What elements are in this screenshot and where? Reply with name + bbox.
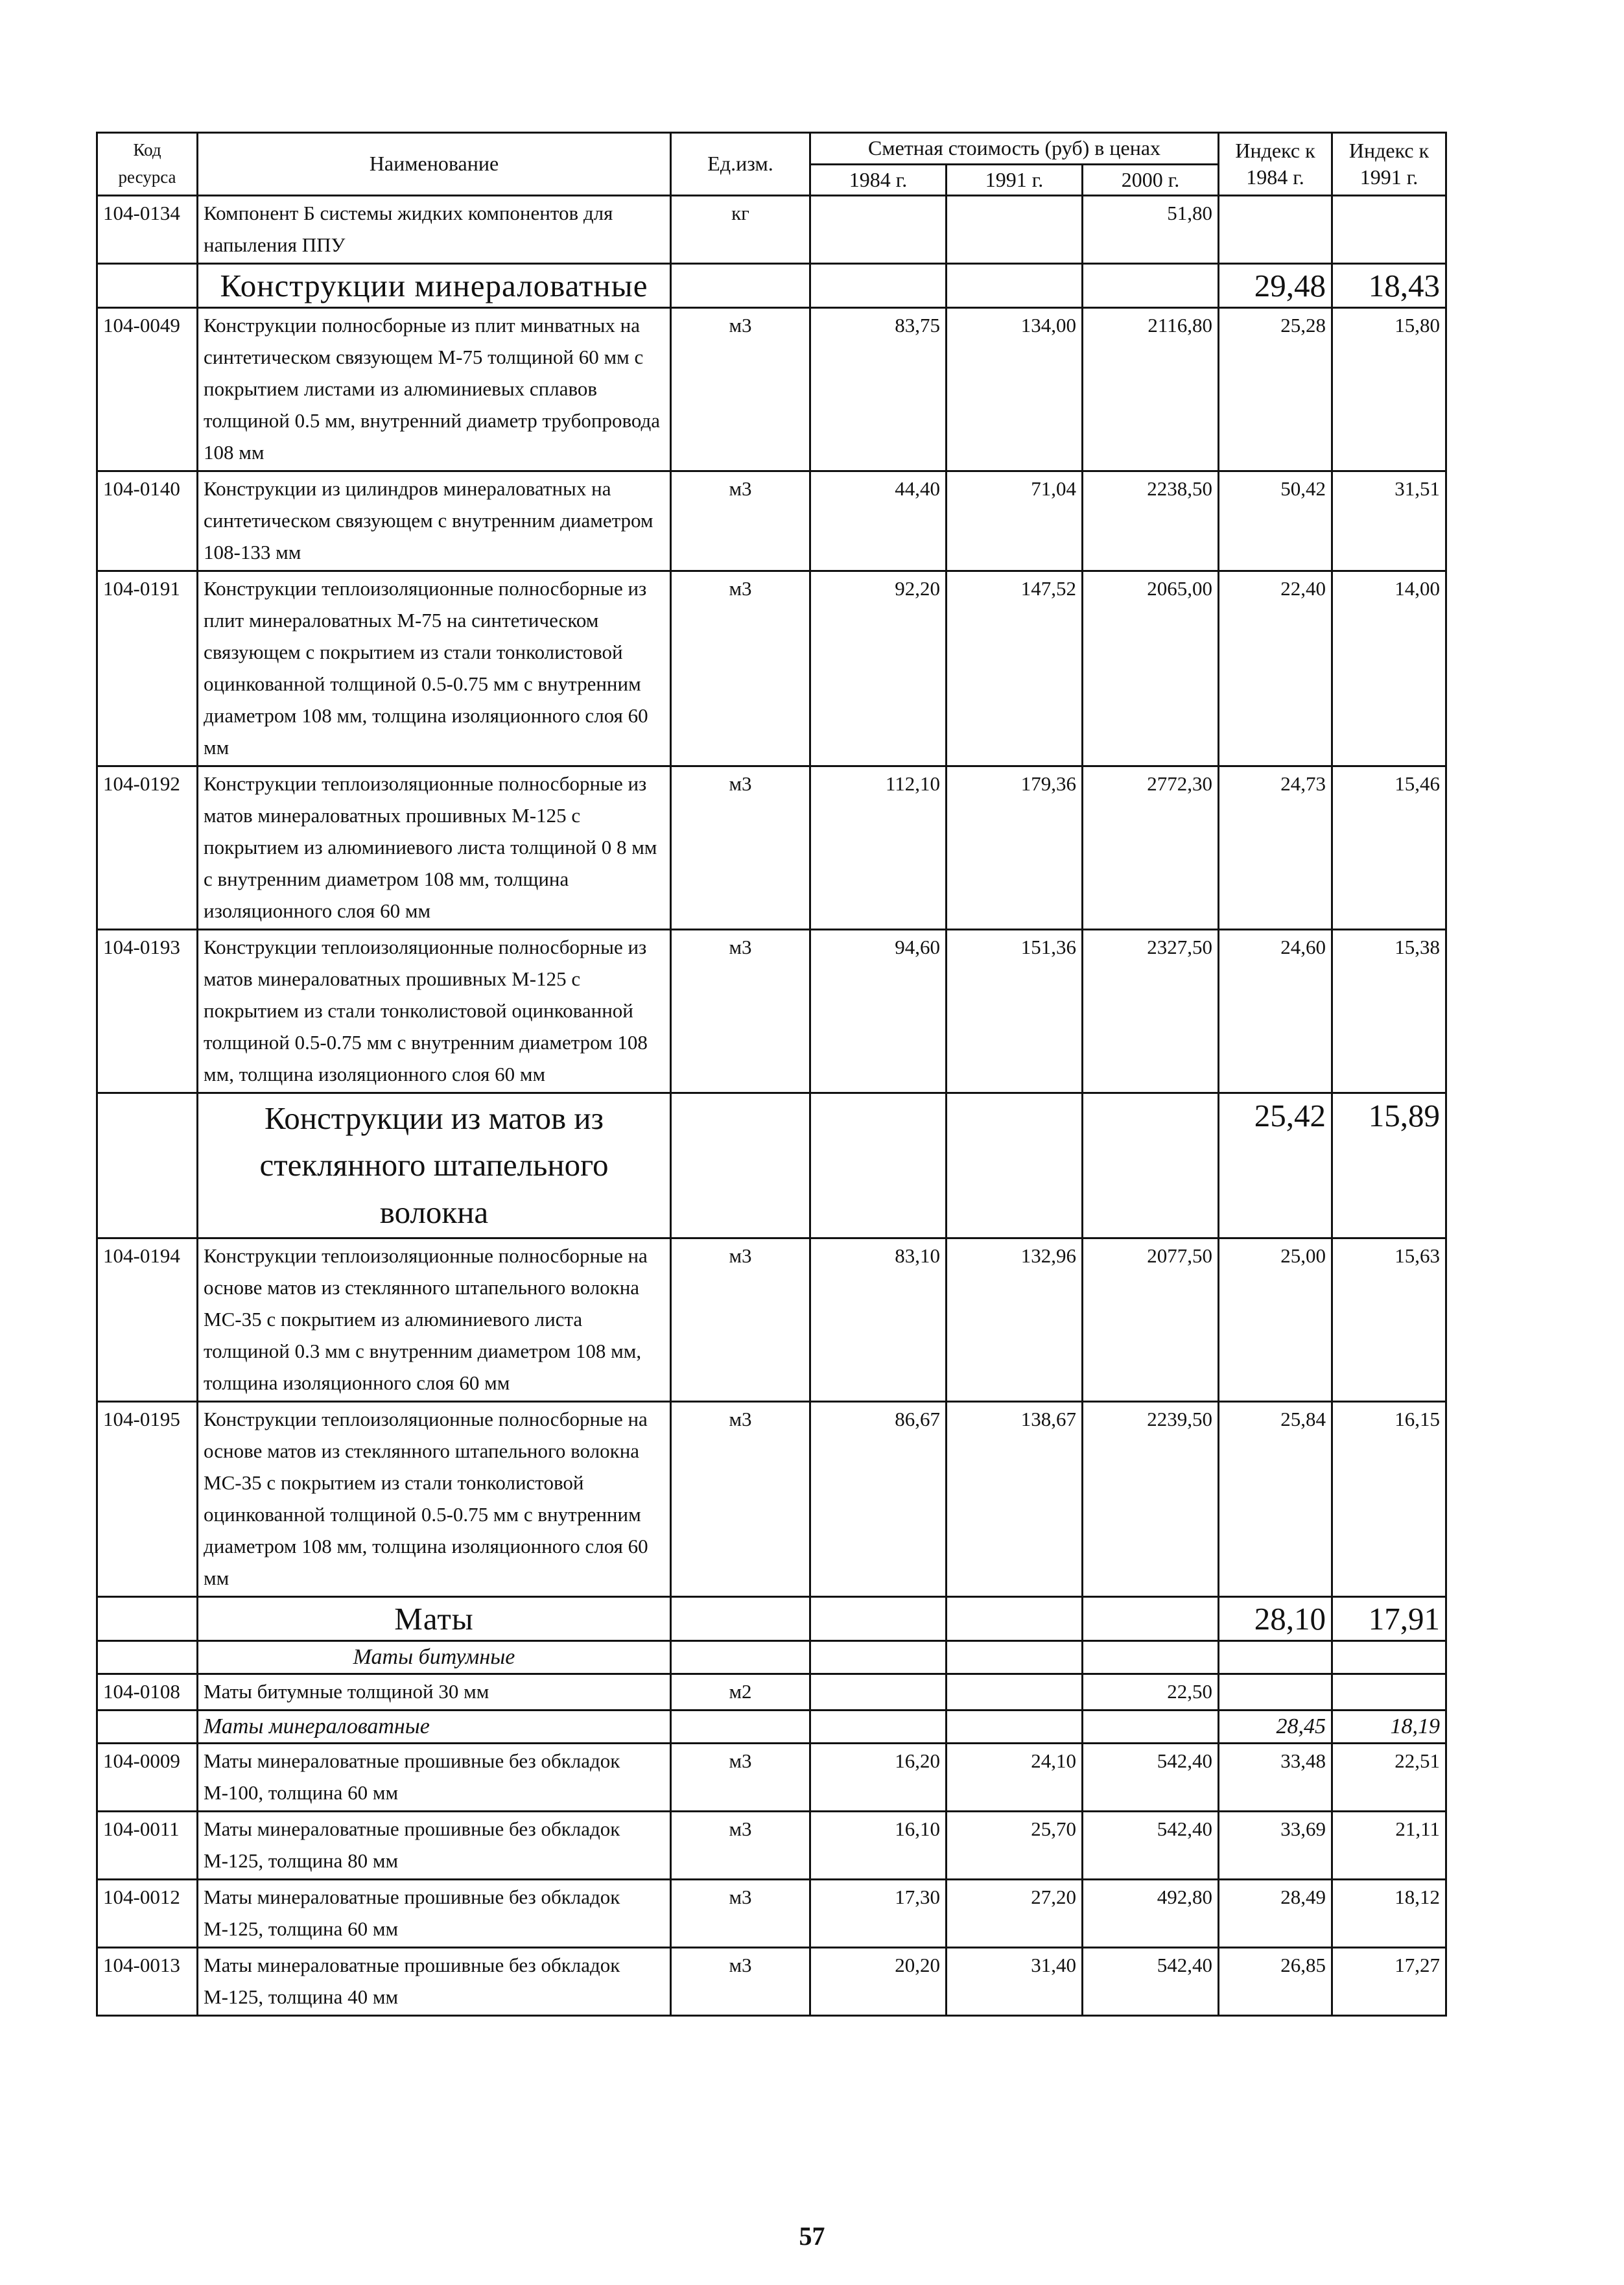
row-price-1984: 20,20 [810,1948,947,2016]
row-price-2000: 2065,00 [1083,571,1219,766]
row-price-1991: 24,10 [947,1744,1083,1812]
row-index-1984: 50,42 [1219,471,1332,571]
section-title: Конструкции минераловатные [198,264,671,308]
row-price-1984: 16,20 [810,1744,947,1812]
row-code: 104-0013 [97,1948,198,2016]
row-price-1991: 138,67 [947,1402,1083,1597]
row-price-1991: 147,52 [947,571,1083,766]
section-index-1991: 18,43 [1332,264,1446,308]
row-price-1984: 92,20 [810,571,947,766]
row-code: 104-0140 [97,471,198,571]
row-code: 104-0108 [97,1674,198,1711]
row-index-1984 [1219,196,1332,264]
row-price-1991 [947,1674,1083,1711]
row-index-1984: 28,49 [1219,1880,1332,1948]
row-unit: м3 [671,1402,810,1597]
row-price-1984 [810,1674,947,1711]
page-number: 57 [799,2221,825,2251]
row-code: 104-0009 [97,1744,198,1812]
row-price-1984: 112,10 [810,766,947,929]
row-index-1984: 26,85 [1219,1948,1332,2016]
row-price-2000: 492,80 [1083,1880,1219,1948]
row-index-1991: 31,51 [1332,471,1446,571]
row-code: 104-0194 [97,1238,198,1402]
row-price-2000: 51,80 [1083,196,1219,264]
row-unit: м3 [671,308,810,471]
row-name: Конструкции из цилиндров минераловатных на синтетическом связующем с внутренним диаметром 108-133 мм [198,471,671,571]
row-unit: м3 [671,471,810,571]
row-index-1984: 33,48 [1219,1744,1332,1812]
row-price-1991: 31,40 [947,1948,1083,2016]
row-code: 104-0192 [97,766,198,929]
row-price-1991 [947,196,1083,264]
header-index-1991: Индекс к 1991 г. [1332,133,1446,196]
table-row [97,1880,1446,1948]
row-price-1991: 27,20 [947,1880,1083,1948]
row-price-2000: 542,40 [1083,1948,1219,2016]
row-unit: м3 [671,1948,810,2016]
row-price-2000: 2772,30 [1083,766,1219,929]
row-price-2000: 2239,50 [1083,1402,1219,1597]
section-title: Маты [198,1596,671,1640]
row-unit: м3 [671,571,810,766]
row-price-1984 [810,196,947,264]
table-row [97,929,1446,1093]
section-index-1984: 28,10 [1219,1596,1332,1640]
row-price-2000: 542,40 [1083,1812,1219,1880]
row-index-1991: 17,27 [1332,1948,1446,2016]
row-price-2000: 542,40 [1083,1744,1219,1812]
table-row [97,571,1446,766]
row-code: 104-0193 [97,929,198,1093]
row-index-1991: 14,00 [1332,571,1446,766]
row-unit: м3 [671,1744,810,1812]
row-index-1984: 33,69 [1219,1812,1332,1880]
row-unit: м3 [671,766,810,929]
row-index-1991: 21,11 [1332,1812,1446,1880]
row-price-2000: 22,50 [1083,1674,1219,1711]
row-price-2000: 2077,50 [1083,1238,1219,1402]
table-row [97,766,1446,929]
table-row [97,308,1446,471]
row-index-1991: 15,63 [1332,1238,1446,1402]
row-index-1991: 15,46 [1332,766,1446,929]
row-code: 104-0134 [97,196,198,264]
row-price-1984: 83,75 [810,308,947,471]
row-name: Маты минераловатные прошивные без обкладок М-125, толщина 40 мм [198,1948,671,2016]
row-name: Маты минераловатные прошивные без обкладок М-125, толщина 80 мм [198,1812,671,1880]
table-row [97,1812,1446,1880]
header-cost-group: Сметная стоимость (руб) в ценах [810,133,1219,165]
header-year-2000: 2000 г. [1083,164,1219,196]
row-price-1984: 17,30 [810,1880,947,1948]
row-index-1984: 22,40 [1219,571,1332,766]
row-index-1984: 25,28 [1219,308,1332,471]
section-index-1991: 15,89 [1332,1093,1446,1238]
row-code: 104-0011 [97,1812,198,1880]
row-code: 104-0049 [97,308,198,471]
header-index-1984: Индекс к 1984 г. [1219,133,1332,196]
row-name: Конструкции теплоизоляционные полносборные на основе матов из стеклянного штапельного волокна МС-35 с покрытием из алюминиевого листа толщиной 0.3 мм с внутренним диаметром 108 мм, толщина изоляционного слоя 60 мм [198,1238,671,1402]
row-index-1984: 25,00 [1219,1238,1332,1402]
subsection-row [97,1711,1446,1744]
section-row [97,1596,1446,1640]
row-name: Маты битумные толщиной 30 мм [198,1674,671,1711]
header-code: Код ресурса [97,133,198,196]
row-price-1991: 132,96 [947,1238,1083,1402]
header-year-1991: 1991 г. [947,164,1083,196]
section-index-1991: 17,91 [1332,1596,1446,1640]
subsection-index-1991: 18,19 [1332,1711,1446,1744]
row-price-1991: 179,36 [947,766,1083,929]
table-row [97,1948,1446,2016]
row-index-1991: 15,80 [1332,308,1446,471]
row-index-1991: 15,38 [1332,929,1446,1093]
row-name: Конструкции полносборные из плит минватных на синтетическом связующем М-75 толщиной 60 мм с покрытием листами из алюминиевых сплавов толщиной 0.5 мм, внутренний диаметр трубопровода 108 мм [198,308,671,471]
row-code: 104-0195 [97,1402,198,1597]
table-row [97,1238,1446,1402]
row-price-1984: 16,10 [810,1812,947,1880]
subsection-index-1984: 28,45 [1219,1711,1332,1744]
row-unit: м3 [671,1238,810,1402]
row-index-1991 [1332,196,1446,264]
subsection-title: Маты минераловатные [198,1711,671,1744]
section-index-1984: 25,42 [1219,1093,1332,1238]
row-index-1991: 16,15 [1332,1402,1446,1597]
row-name: Маты минераловатные прошивные без обкладок М-100, толщина 60 мм [198,1744,671,1812]
row-name: Конструкции теплоизоляционные полносборные из матов минераловатных прошивных М-125 с покрытием из алюминиевого листа толщиной 0 8 мм с внутренним диаметром 108 мм, толщина изоляционного слоя 60 мм [198,766,671,929]
row-price-2000: 2327,50 [1083,929,1219,1093]
row-name: Компонент Б системы жидких компонентов для напыления ППУ [198,196,671,264]
row-name: Маты минераловатные прошивные без обкладок М-125, толщина 60 мм [198,1880,671,1948]
row-index-1984 [1219,1674,1332,1711]
row-code: 104-0191 [97,571,198,766]
section-index-1984: 29,48 [1219,264,1332,308]
row-name: Конструкции теплоизоляционные полносборные на основе матов из стеклянного штапельного волокна МС-35 с покрытием из стали тонколистовой оцинкованной толщиной 0.5-0.75 мм с внутренним диаметром 108 мм, толщина изоляционного слоя 60 мм [198,1402,671,1597]
table-row [97,1744,1446,1812]
row-unit: м3 [671,1812,810,1880]
subsection-title: Маты битумные [198,1641,671,1674]
header-name: Наименование [198,133,671,196]
price-table [96,132,1447,2017]
row-unit: м2 [671,1674,810,1711]
row-price-1984: 83,10 [810,1238,947,1402]
row-unit: кг [671,196,810,264]
row-price-1991: 134,00 [947,308,1083,471]
table-row [97,471,1446,571]
row-index-1984: 24,73 [1219,766,1332,929]
header-unit: Ед.изм. [671,133,810,196]
row-index-1984: 25,84 [1219,1402,1332,1597]
row-index-1991: 22,51 [1332,1744,1446,1812]
row-name: Конструкции теплоизоляционные полносборные из плит минераловатных М-75 на синтетическом связующем с покрытием из стали тонколистовой оцинкованной толщиной 0.5-0.75 мм с внутренним диаметром 108 мм, толщина изоляционного слоя 60 мм [198,571,671,766]
row-price-1984: 44,40 [810,471,947,571]
section-title: Конструкции из матов из стеклянного штапельного волокна [198,1093,671,1238]
row-price-1991: 151,36 [947,929,1083,1093]
row-unit: м3 [671,929,810,1093]
row-name: Конструкции теплоизоляционные полносборные из матов минераловатных прошивных М-125 с покрытием из стали тонколистовой оцинкованной толщиной 0.5-0.75 мм с внутренним диаметром 108 мм, толщина изоляционного слоя 60 мм [198,929,671,1093]
row-price-2000: 2238,50 [1083,471,1219,571]
row-price-2000: 2116,80 [1083,308,1219,471]
table-row [97,196,1446,264]
row-index-1991: 18,12 [1332,1880,1446,1948]
row-index-1984: 24,60 [1219,929,1332,1093]
table-row [97,1402,1446,1597]
header-year-1984: 1984 г. [810,164,947,196]
section-row [97,1093,1446,1238]
table-row [97,1674,1446,1711]
row-index-1991 [1332,1674,1446,1711]
row-unit: м3 [671,1880,810,1948]
row-price-1991: 25,70 [947,1812,1083,1880]
row-code: 104-0012 [97,1880,198,1948]
row-price-1991: 71,04 [947,471,1083,571]
subsection-row [97,1641,1446,1674]
section-row [97,264,1446,308]
row-price-1984: 86,67 [810,1402,947,1597]
row-price-1984: 94,60 [810,929,947,1093]
